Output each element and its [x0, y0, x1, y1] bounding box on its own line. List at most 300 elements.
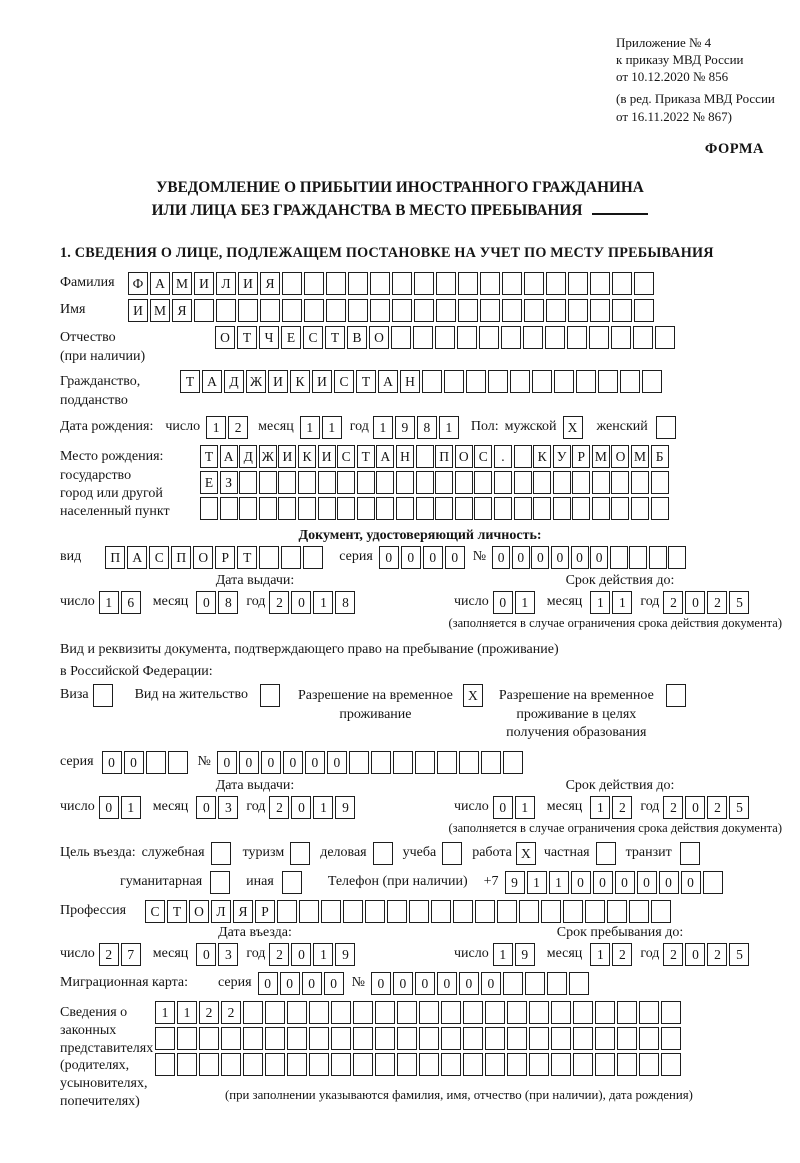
surname-cell[interactable] — [348, 272, 368, 295]
birthplace-cell[interactable]: А — [220, 445, 238, 468]
representatives-cell[interactable] — [485, 1027, 505, 1050]
patronymic-cell[interactable]: В — [347, 326, 367, 349]
migration-number-cell[interactable] — [503, 972, 523, 995]
profession-cell[interactable] — [321, 900, 341, 923]
profession-cell[interactable] — [431, 900, 451, 923]
representatives-cell[interactable] — [485, 1001, 505, 1024]
doc-kind-cell[interactable]: П — [105, 546, 125, 569]
given-name-cell[interactable] — [260, 299, 280, 322]
phone-digit-cell[interactable]: 0 — [571, 871, 591, 894]
birthplace-cell[interactable]: Р — [572, 445, 590, 468]
birthplace-cell[interactable] — [553, 497, 571, 520]
citizenship-cell[interactable]: С — [334, 370, 354, 393]
patronymic-cell[interactable]: О — [215, 326, 235, 349]
birthplace-cell[interactable]: О — [455, 445, 473, 468]
birth-year-cell[interactable]: 9 — [395, 416, 415, 439]
given-name-cell[interactable]: Я — [172, 299, 192, 322]
birthplace-cell[interactable] — [651, 471, 669, 494]
representatives-cell[interactable] — [529, 1053, 549, 1076]
patronymic-cell[interactable] — [589, 326, 609, 349]
permit-number-cell[interactable] — [349, 751, 369, 774]
birthplace-cell[interactable]: Б — [651, 445, 669, 468]
permit-number-cell[interactable]: 0 — [261, 751, 281, 774]
representatives-cell[interactable] — [661, 1001, 681, 1024]
representatives-cell[interactable] — [419, 1027, 439, 1050]
surname-cell[interactable]: Ф — [128, 272, 148, 295]
representatives-cell[interactable] — [199, 1053, 219, 1076]
citizenship-cell[interactable] — [576, 370, 596, 393]
doc-issue-year-cell[interactable]: 2 — [269, 591, 289, 614]
birthplace-cell[interactable] — [337, 471, 355, 494]
representatives-cell[interactable] — [551, 1053, 571, 1076]
birthplace-cell[interactable] — [592, 471, 610, 494]
birthplace-cell[interactable] — [572, 471, 590, 494]
birth-year-cell[interactable]: 8 — [417, 416, 437, 439]
given-name-cell[interactable] — [238, 299, 258, 322]
patronymic-cell[interactable] — [413, 326, 433, 349]
representatives-cell[interactable] — [595, 1001, 615, 1024]
doc-series-cell[interactable]: 0 — [401, 546, 421, 569]
migration-number-cell[interactable]: 0 — [437, 972, 457, 995]
representatives-cell[interactable] — [595, 1027, 615, 1050]
given-name-cell[interactable] — [568, 299, 588, 322]
birthplace-cell[interactable] — [416, 471, 434, 494]
birthplace-cell[interactable] — [318, 471, 336, 494]
birthplace-cell[interactable] — [514, 471, 532, 494]
birthplace-cell[interactable] — [278, 497, 296, 520]
representatives-cell[interactable] — [397, 1053, 417, 1076]
profession-cell[interactable] — [563, 900, 583, 923]
representatives-cell[interactable] — [287, 1001, 307, 1024]
doc-kind-cell[interactable]: Т — [237, 546, 257, 569]
representatives-cell[interactable] — [265, 1027, 285, 1050]
doc-issue-month-cell[interactable]: 8 — [218, 591, 238, 614]
representatives-cell[interactable] — [661, 1027, 681, 1050]
birthplace-cell[interactable]: Т — [357, 445, 375, 468]
birthplace-cell[interactable] — [631, 471, 649, 494]
representatives-cell[interactable] — [397, 1001, 417, 1024]
citizenship-cell[interactable]: И — [268, 370, 288, 393]
birthplace-cell[interactable] — [592, 497, 610, 520]
birthplace-cell[interactable] — [494, 471, 512, 494]
patronymic-cell[interactable] — [611, 326, 631, 349]
profession-cell[interactable] — [475, 900, 495, 923]
given-name-cell[interactable] — [458, 299, 478, 322]
surname-cell[interactable] — [502, 272, 522, 295]
birthplace-cell[interactable]: А — [376, 445, 394, 468]
doc-series-cell[interactable]: 0 — [423, 546, 443, 569]
birth-day-cell[interactable]: 2 — [228, 416, 248, 439]
representatives-cell[interactable]: 2 — [199, 1001, 219, 1024]
representatives-cell[interactable] — [551, 1027, 571, 1050]
surname-cell[interactable] — [392, 272, 412, 295]
profession-cell[interactable] — [541, 900, 561, 923]
surname-cell[interactable] — [612, 272, 632, 295]
representatives-cell[interactable] — [507, 1053, 527, 1076]
profession-cell[interactable]: О — [189, 900, 209, 923]
surname-cell[interactable] — [590, 272, 610, 295]
birthplace-cell[interactable] — [278, 471, 296, 494]
stay-month-cell[interactable]: 1 — [590, 943, 610, 966]
representatives-cell[interactable] — [507, 1027, 527, 1050]
permit-issue-month-cell[interactable]: 0 — [196, 796, 216, 819]
birthplace-cell[interactable]: И — [318, 445, 336, 468]
birthplace-cell[interactable]: О — [611, 445, 629, 468]
given-name-cell[interactable] — [194, 299, 214, 322]
stay-year-cell[interactable]: 5 — [729, 943, 749, 966]
surname-cell[interactable] — [458, 272, 478, 295]
profession-cell[interactable]: Л — [211, 900, 231, 923]
representatives-cell[interactable] — [573, 1027, 593, 1050]
profession-cell[interactable] — [387, 900, 407, 923]
citizenship-cell[interactable]: Т — [180, 370, 200, 393]
birthplace-cell[interactable] — [435, 471, 453, 494]
purpose-other-checkbox-cell[interactable] — [282, 871, 302, 894]
permit-valid-year-cell[interactable]: 0 — [685, 796, 705, 819]
purpose-business-checkbox-cell[interactable] — [373, 842, 393, 865]
given-name-cell[interactable] — [414, 299, 434, 322]
representatives-cell[interactable] — [529, 1001, 549, 1024]
permit-number-cell[interactable] — [415, 751, 435, 774]
doc-number-cell[interactable] — [610, 546, 628, 569]
representatives-cell[interactable] — [639, 1027, 659, 1050]
representatives-cell[interactable] — [485, 1053, 505, 1076]
given-name-cell[interactable] — [392, 299, 412, 322]
surname-cell[interactable]: Я — [260, 272, 280, 295]
birthplace-cell[interactable]: М — [592, 445, 610, 468]
permit-valid-year-cell[interactable]: 2 — [707, 796, 727, 819]
representatives-cell[interactable] — [595, 1053, 615, 1076]
birthplace-cell[interactable]: Ж — [259, 445, 277, 468]
representatives-cell[interactable] — [441, 1053, 461, 1076]
birth-year-cell[interactable]: 1 — [439, 416, 459, 439]
profession-cell[interactable] — [277, 900, 297, 923]
doc-valid-month-cell[interactable]: 1 — [612, 591, 632, 614]
birth-month-cell[interactable]: 1 — [322, 416, 342, 439]
birthplace-cell[interactable]: У — [553, 445, 571, 468]
entry-year-cell[interactable]: 2 — [269, 943, 289, 966]
representatives-cell[interactable] — [529, 1027, 549, 1050]
visa-checkbox-cell[interactable] — [93, 684, 113, 707]
doc-number-cell[interactable] — [668, 546, 686, 569]
birthplace-cell[interactable] — [376, 471, 394, 494]
doc-series-cell[interactable]: 0 — [445, 546, 465, 569]
doc-valid-month-cell[interactable]: 1 — [590, 591, 610, 614]
representatives-cell[interactable]: 1 — [155, 1001, 175, 1024]
birthplace-cell[interactable] — [357, 497, 375, 520]
birthplace-cell[interactable] — [200, 497, 218, 520]
given-name-cell[interactable] — [590, 299, 610, 322]
permit-number-cell[interactable] — [393, 751, 413, 774]
entry-year-cell[interactable]: 9 — [335, 943, 355, 966]
permit-valid-day-cell[interactable]: 0 — [493, 796, 513, 819]
birthplace-cell[interactable] — [298, 497, 316, 520]
phone-digit-cell[interactable] — [703, 871, 723, 894]
migration-series-cell[interactable]: 0 — [302, 972, 322, 995]
representatives-cell[interactable] — [243, 1027, 263, 1050]
birthplace-cell[interactable] — [416, 445, 434, 468]
birthplace-cell[interactable]: З — [220, 471, 238, 494]
citizenship-cell[interactable] — [598, 370, 618, 393]
profession-cell[interactable] — [299, 900, 319, 923]
stay-day-cell[interactable]: 1 — [493, 943, 513, 966]
birthplace-cell[interactable]: Н — [396, 445, 414, 468]
patronymic-cell[interactable] — [545, 326, 565, 349]
doc-issue-year-cell[interactable]: 8 — [335, 591, 355, 614]
representatives-cell[interactable] — [617, 1027, 637, 1050]
patronymic-cell[interactable]: Т — [325, 326, 345, 349]
purpose-tourism-checkbox-cell[interactable] — [290, 842, 310, 865]
representatives-cell[interactable] — [507, 1001, 527, 1024]
male-checkbox-cell[interactable]: X — [563, 416, 583, 439]
patronymic-cell[interactable]: Т — [237, 326, 257, 349]
doc-kind-cell[interactable] — [259, 546, 279, 569]
purpose-humanitarian-checkbox-cell[interactable] — [210, 871, 230, 894]
permit-issue-year-cell[interactable]: 9 — [335, 796, 355, 819]
phone-digit-cell[interactable]: 0 — [681, 871, 701, 894]
doc-issue-day-cell[interactable]: 6 — [121, 591, 141, 614]
representatives-cell[interactable] — [287, 1027, 307, 1050]
profession-cell[interactable] — [607, 900, 627, 923]
doc-valid-year-cell[interactable]: 0 — [685, 591, 705, 614]
entry-month-cell[interactable]: 3 — [218, 943, 238, 966]
doc-kind-cell[interactable]: О — [193, 546, 213, 569]
representatives-cell[interactable] — [309, 1053, 329, 1076]
entry-year-cell[interactable]: 1 — [313, 943, 333, 966]
profession-cell[interactable] — [629, 900, 649, 923]
permit-issue-year-cell[interactable]: 0 — [291, 796, 311, 819]
permit-number-cell[interactable] — [437, 751, 457, 774]
permit-number-cell[interactable]: 0 — [327, 751, 347, 774]
surname-cell[interactable] — [304, 272, 324, 295]
birth-month-cell[interactable]: 1 — [300, 416, 320, 439]
phone-digit-cell[interactable]: 9 — [505, 871, 525, 894]
permit-number-cell[interactable]: 0 — [217, 751, 237, 774]
representatives-cell[interactable] — [573, 1053, 593, 1076]
permit-number-cell[interactable]: 0 — [239, 751, 259, 774]
birthplace-cell[interactable]: Д — [239, 445, 257, 468]
given-name-cell[interactable] — [546, 299, 566, 322]
birthplace-cell[interactable] — [376, 497, 394, 520]
citizenship-cell[interactable] — [422, 370, 442, 393]
permit-valid-day-cell[interactable]: 1 — [515, 796, 535, 819]
migration-number-cell[interactable]: 0 — [481, 972, 501, 995]
patronymic-cell[interactable]: С — [303, 326, 323, 349]
birthplace-cell[interactable]: Е — [200, 471, 218, 494]
purpose-transit-checkbox-cell[interactable] — [680, 842, 700, 865]
representatives-cell[interactable] — [639, 1053, 659, 1076]
birthplace-cell[interactable] — [318, 497, 336, 520]
patronymic-cell[interactable]: Е — [281, 326, 301, 349]
permit-valid-month-cell[interactable]: 1 — [590, 796, 610, 819]
doc-number-cell[interactable] — [629, 546, 647, 569]
permit-series-cell[interactable] — [146, 751, 166, 774]
representatives-cell[interactable] — [573, 1001, 593, 1024]
citizenship-cell[interactable] — [510, 370, 530, 393]
permit-issue-year-cell[interactable]: 1 — [313, 796, 333, 819]
surname-cell[interactable]: М — [172, 272, 192, 295]
given-name-cell[interactable] — [216, 299, 236, 322]
representatives-cell[interactable] — [353, 1027, 373, 1050]
migration-number-cell[interactable] — [547, 972, 567, 995]
surname-cell[interactable] — [436, 272, 456, 295]
permit-issue-day-cell[interactable]: 0 — [99, 796, 119, 819]
birthplace-cell[interactable] — [416, 497, 434, 520]
birthplace-cell[interactable]: М — [631, 445, 649, 468]
migration-series-cell[interactable]: 0 — [280, 972, 300, 995]
citizenship-cell[interactable]: Ж — [246, 370, 266, 393]
birthplace-cell[interactable]: С — [337, 445, 355, 468]
profession-cell[interactable] — [409, 900, 429, 923]
female-checkbox-cell[interactable] — [656, 416, 676, 439]
doc-series-cell[interactable]: 0 — [379, 546, 399, 569]
given-name-cell[interactable] — [304, 299, 324, 322]
birthplace-cell[interactable] — [611, 497, 629, 520]
representatives-cell[interactable] — [375, 1027, 395, 1050]
birthplace-cell[interactable] — [259, 497, 277, 520]
profession-cell[interactable]: Я — [233, 900, 253, 923]
representatives-cell[interactable] — [309, 1027, 329, 1050]
doc-number-cell[interactable]: 0 — [492, 546, 510, 569]
representatives-cell[interactable] — [243, 1053, 263, 1076]
doc-number-cell[interactable]: 0 — [571, 546, 589, 569]
patronymic-cell[interactable] — [457, 326, 477, 349]
doc-kind-cell[interactable]: А — [127, 546, 147, 569]
representatives-cell[interactable] — [331, 1027, 351, 1050]
given-name-cell[interactable] — [326, 299, 346, 322]
representatives-cell[interactable] — [441, 1027, 461, 1050]
entry-year-cell[interactable]: 0 — [291, 943, 311, 966]
representatives-cell[interactable] — [419, 1053, 439, 1076]
representatives-cell[interactable] — [639, 1001, 659, 1024]
given-name-cell[interactable]: М — [150, 299, 170, 322]
citizenship-cell[interactable]: Н — [400, 370, 420, 393]
birthplace-cell[interactable] — [533, 497, 551, 520]
citizenship-cell[interactable] — [642, 370, 662, 393]
citizenship-cell[interactable]: Д — [224, 370, 244, 393]
stay-month-cell[interactable]: 2 — [612, 943, 632, 966]
citizenship-cell[interactable] — [444, 370, 464, 393]
representatives-cell[interactable] — [243, 1001, 263, 1024]
doc-number-cell[interactable]: 0 — [531, 546, 549, 569]
birthplace-cell[interactable]: С — [474, 445, 492, 468]
birthplace-cell[interactable] — [611, 471, 629, 494]
representatives-cell[interactable] — [331, 1001, 351, 1024]
migration-number-cell[interactable] — [525, 972, 545, 995]
birthplace-cell[interactable]: К — [298, 445, 316, 468]
citizenship-cell[interactable]: А — [378, 370, 398, 393]
doc-valid-year-cell[interactable]: 5 — [729, 591, 749, 614]
surname-cell[interactable] — [546, 272, 566, 295]
birthplace-cell[interactable] — [357, 471, 375, 494]
representatives-cell[interactable]: 1 — [177, 1001, 197, 1024]
given-name-cell[interactable] — [370, 299, 390, 322]
phone-digit-cell[interactable]: 0 — [659, 871, 679, 894]
birthplace-cell[interactable] — [455, 497, 473, 520]
surname-cell[interactable]: И — [194, 272, 214, 295]
stay-day-cell[interactable]: 9 — [515, 943, 535, 966]
surname-cell[interactable] — [634, 272, 654, 295]
citizenship-cell[interactable]: И — [312, 370, 332, 393]
birthplace-cell[interactable] — [631, 497, 649, 520]
surname-cell[interactable] — [282, 272, 302, 295]
given-name-cell[interactable] — [634, 299, 654, 322]
doc-number-cell[interactable]: 0 — [590, 546, 608, 569]
birthplace-cell[interactable]: И — [278, 445, 296, 468]
birthplace-cell[interactable]: . — [494, 445, 512, 468]
permit-valid-year-cell[interactable]: 5 — [729, 796, 749, 819]
permit-number-cell[interactable] — [503, 751, 523, 774]
phone-digit-cell[interactable]: 1 — [549, 871, 569, 894]
representatives-cell[interactable] — [155, 1053, 175, 1076]
permit-valid-year-cell[interactable]: 2 — [663, 796, 683, 819]
stay-year-cell[interactable]: 2 — [707, 943, 727, 966]
migration-series-cell[interactable]: 0 — [324, 972, 344, 995]
entry-day-cell[interactable]: 7 — [121, 943, 141, 966]
doc-valid-day-cell[interactable]: 0 — [493, 591, 513, 614]
surname-cell[interactable] — [480, 272, 500, 295]
profession-cell[interactable] — [343, 900, 363, 923]
representatives-cell[interactable] — [463, 1027, 483, 1050]
doc-kind-cell[interactable] — [281, 546, 301, 569]
profession-cell[interactable]: Р — [255, 900, 275, 923]
surname-cell[interactable]: А — [150, 272, 170, 295]
permit-number-cell[interactable] — [481, 751, 501, 774]
doc-kind-cell[interactable]: Р — [215, 546, 235, 569]
phone-digit-cell[interactable]: 0 — [593, 871, 613, 894]
purpose-private-checkbox-cell[interactable] — [596, 842, 616, 865]
patronymic-cell[interactable] — [479, 326, 499, 349]
doc-issue-day-cell[interactable]: 1 — [99, 591, 119, 614]
citizenship-cell[interactable] — [488, 370, 508, 393]
surname-cell[interactable] — [524, 272, 544, 295]
given-name-cell[interactable] — [524, 299, 544, 322]
surname-cell[interactable]: Л — [216, 272, 236, 295]
patronymic-cell[interactable] — [391, 326, 411, 349]
permit-number-cell[interactable]: 0 — [283, 751, 303, 774]
surname-cell[interactable] — [326, 272, 346, 295]
surname-cell[interactable]: И — [238, 272, 258, 295]
profession-cell[interactable] — [365, 900, 385, 923]
representatives-cell[interactable] — [177, 1053, 197, 1076]
permit-number-cell[interactable] — [371, 751, 391, 774]
permit-series-cell[interactable] — [168, 751, 188, 774]
birthplace-cell[interactable] — [572, 497, 590, 520]
birthplace-cell[interactable] — [455, 471, 473, 494]
given-name-cell[interactable]: И — [128, 299, 148, 322]
citizenship-cell[interactable] — [466, 370, 486, 393]
profession-cell[interactable] — [519, 900, 539, 923]
birthplace-cell[interactable] — [239, 471, 257, 494]
citizenship-cell[interactable]: К — [290, 370, 310, 393]
representatives-cell[interactable] — [463, 1001, 483, 1024]
birthplace-cell[interactable] — [651, 497, 669, 520]
patronymic-cell[interactable] — [523, 326, 543, 349]
permit-valid-month-cell[interactable]: 2 — [612, 796, 632, 819]
permit-series-cell[interactable]: 0 — [102, 751, 122, 774]
representatives-cell[interactable] — [419, 1001, 439, 1024]
profession-cell[interactable] — [453, 900, 473, 923]
citizenship-cell[interactable] — [554, 370, 574, 393]
birthplace-cell[interactable] — [533, 471, 551, 494]
phone-digit-cell[interactable]: 0 — [637, 871, 657, 894]
representatives-cell[interactable] — [331, 1053, 351, 1076]
doc-number-cell[interactable] — [649, 546, 667, 569]
doc-kind-cell[interactable]: С — [149, 546, 169, 569]
purpose-work-checkbox-cell[interactable]: X — [516, 842, 536, 865]
birthplace-cell[interactable] — [220, 497, 238, 520]
given-name-cell[interactable] — [348, 299, 368, 322]
